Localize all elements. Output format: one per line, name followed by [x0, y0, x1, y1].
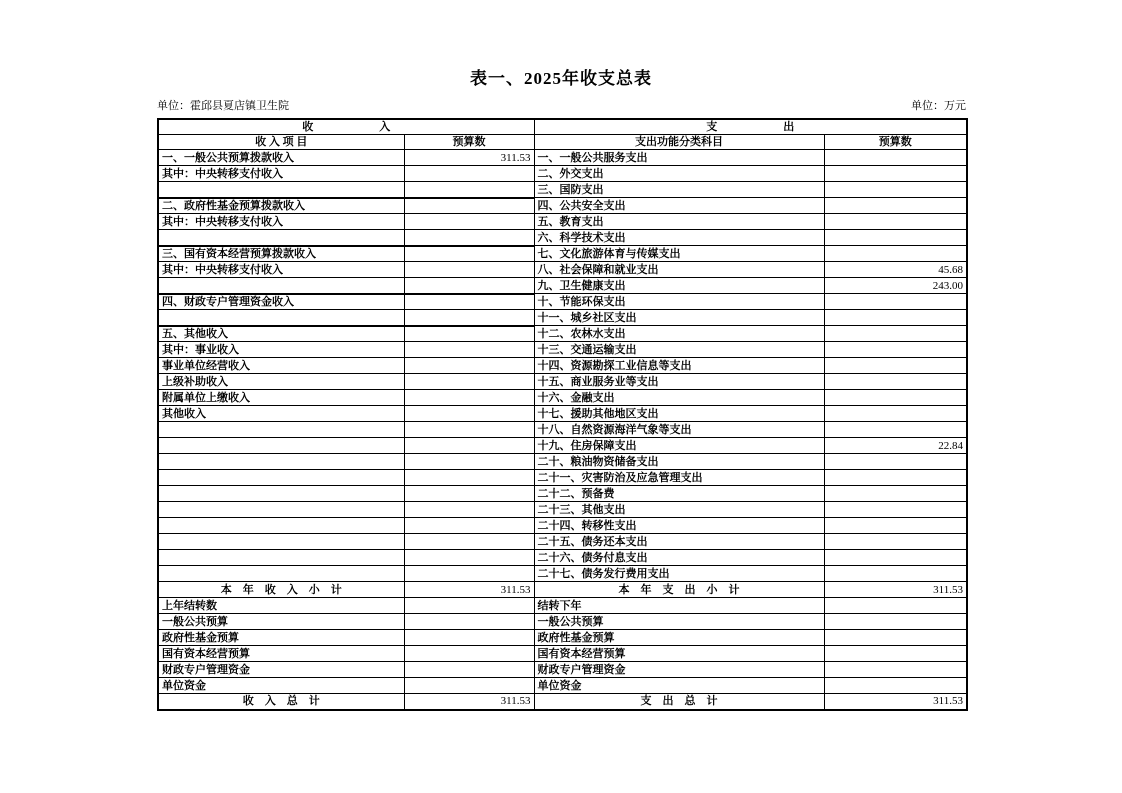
expense-value-cell [824, 342, 967, 358]
table-row [158, 214, 967, 230]
expense-item-cell: 财政专户管理资金 [534, 662, 824, 678]
income-value-cell: 311.53 [404, 582, 534, 598]
income-value-cell [404, 518, 534, 534]
page-title: 表一、2025年收支总表 [470, 69, 652, 88]
expense-value-cell [824, 678, 967, 694]
expense-value-cell: 243.00 [824, 278, 967, 294]
expense-item-cell: 支 出 总 计 [534, 694, 824, 710]
income-item-cell: 四、财政专户管理资金收入 [158, 294, 404, 310]
expense-item-cell: 二十一、灾害防治及应急管理支出 [534, 470, 824, 486]
income-value-cell [404, 166, 534, 182]
expense-value-cell [824, 358, 967, 374]
income-value-cell [404, 566, 534, 582]
income-value-cell [404, 374, 534, 390]
income-item-cell [158, 486, 404, 502]
table-body [158, 150, 967, 710]
income-item-cell [158, 438, 404, 454]
expense-item-cell: 十二、农林水支出 [534, 326, 824, 342]
expense-value-cell: 45.68 [824, 262, 967, 278]
income-item-cell: 其中：中央转移支付收入 [158, 214, 404, 230]
expense-item-cell: 十三、交通运输支出 [534, 342, 824, 358]
income-item-cell [158, 550, 404, 566]
expense-value-cell [824, 470, 967, 486]
income-item-cell [158, 422, 404, 438]
expense-value-cell: 22.84 [824, 438, 967, 454]
table-row [158, 246, 967, 262]
income-item-cell: 财政专户管理资金 [158, 662, 404, 678]
expense-value-cell [824, 230, 967, 246]
income-item-cell [158, 470, 404, 486]
summary-table [157, 118, 968, 711]
table-row [158, 566, 967, 582]
income-value-cell [404, 358, 534, 374]
income-value-cell [404, 630, 534, 646]
income-value-cell [404, 278, 534, 294]
income-section-header: 收 入 [158, 119, 534, 135]
meta-row [157, 97, 966, 113]
table-row [158, 198, 967, 214]
expense-value-cell [824, 630, 967, 646]
table-row [158, 262, 967, 278]
expense-value-cell [824, 326, 967, 342]
expense-value-cell: 311.53 [824, 582, 967, 598]
expense-item-cell: 一、一般公共服务支出 [534, 150, 824, 166]
expense-value-cell [824, 534, 967, 550]
expense-item-cell: 二十二、预备费 [534, 486, 824, 502]
income-item-cell: 附属单位上缴收入 [158, 390, 404, 406]
unit-name: 单位：霍邱县夏店镇卫生院 [157, 100, 289, 112]
income-item-cell [158, 566, 404, 582]
expense-item-cell: 十五、商业服务业等支出 [534, 374, 824, 390]
income-value-cell [404, 214, 534, 230]
table-row [158, 374, 967, 390]
expense-budget-header: 预算数 [824, 135, 967, 150]
income-item-cell: 事业单位经营收入 [158, 358, 404, 374]
table-row [158, 550, 967, 566]
expense-value-cell [824, 150, 967, 166]
income-item-cell: 其中：中央转移支付收入 [158, 262, 404, 278]
expense-value-cell [824, 518, 967, 534]
income-item-cell: 单位资金 [158, 678, 404, 694]
income-item-cell: 政府性基金预算 [158, 630, 404, 646]
table-row [158, 182, 967, 198]
expense-value-cell [824, 294, 967, 310]
income-value-cell [404, 198, 534, 214]
expense-item-cell: 二、外交支出 [534, 166, 824, 182]
income-value-cell [404, 550, 534, 566]
income-value-cell [404, 294, 534, 310]
expense-value-cell [824, 390, 967, 406]
expense-item-cell: 二十四、转移性支出 [534, 518, 824, 534]
income-value-cell [404, 230, 534, 246]
table-row [158, 390, 967, 406]
table-row [158, 438, 967, 454]
table-row [158, 614, 967, 630]
income-value-cell [404, 390, 534, 406]
expense-value-cell [824, 166, 967, 182]
table-row [158, 470, 967, 486]
table-row [158, 150, 967, 166]
expense-item-cell: 十七、援助其他地区支出 [534, 406, 824, 422]
income-item-cell: 其他收入 [158, 406, 404, 422]
expense-item-cell: 十九、住房保障支出 [534, 438, 824, 454]
expense-value-cell [824, 182, 967, 198]
income-budget-header: 预算数 [404, 135, 534, 150]
income-item-header: 收 入 项 目 [158, 135, 404, 150]
income-value-cell [404, 326, 534, 342]
income-value-cell [404, 534, 534, 550]
income-value-cell [404, 502, 534, 518]
expense-item-cell: 十四、资源勘探工业信息等支出 [534, 358, 824, 374]
expense-value-cell [824, 214, 967, 230]
expense-value-cell [824, 246, 967, 262]
income-value-cell [404, 182, 534, 198]
income-value-cell: 311.53 [404, 150, 534, 166]
table-row [158, 406, 967, 422]
expense-item-cell: 十一、城乡社区支出 [534, 310, 824, 326]
income-item-cell: 五、其他收入 [158, 326, 404, 342]
table-row [158, 326, 967, 342]
table-row [158, 678, 967, 694]
expense-value-cell [824, 502, 967, 518]
expense-value-cell [824, 566, 967, 582]
table-row [158, 534, 967, 550]
expense-item-cell: 二十三、其他支出 [534, 502, 824, 518]
income-item-cell: 本 年 收 入 小 计 [158, 582, 404, 598]
income-value-cell [404, 438, 534, 454]
expense-item-header: 支出功能分类科目 [534, 135, 824, 150]
table-row [158, 630, 967, 646]
income-item-cell [158, 454, 404, 470]
income-item-cell: 上年结转数 [158, 598, 404, 614]
expense-value-cell [824, 662, 967, 678]
table-row [158, 646, 967, 662]
expense-value-cell [824, 198, 967, 214]
income-value-cell [404, 614, 534, 630]
income-value-cell [404, 406, 534, 422]
expense-item-cell: 五、教育支出 [534, 214, 824, 230]
expense-value-cell [824, 550, 967, 566]
expense-item-cell: 十八、自然资源海洋气象等支出 [534, 422, 824, 438]
income-value-cell [404, 598, 534, 614]
unit-currency: 单位：万元 [911, 100, 966, 112]
income-item-cell: 一、一般公共预算拨款收入 [158, 150, 404, 166]
table-row [158, 310, 967, 326]
income-item-cell: 收 入 总 计 [158, 694, 404, 710]
expense-value-cell [824, 614, 967, 630]
expense-item-cell: 国有资本经营预算 [534, 646, 824, 662]
income-value-cell [404, 262, 534, 278]
expense-section-header: 支 出 [534, 119, 967, 135]
expense-item-cell: 四、公共安全支出 [534, 198, 824, 214]
expense-item-cell: 八、社会保障和就业支出 [534, 262, 824, 278]
income-value-cell [404, 422, 534, 438]
expense-value-cell [824, 486, 967, 502]
column-header-row [158, 135, 967, 150]
income-item-cell: 一般公共预算 [158, 614, 404, 630]
income-item-cell: 三、国有资本经营预算拨款收入 [158, 246, 404, 262]
table-row [158, 358, 967, 374]
income-value-cell [404, 246, 534, 262]
income-item-cell: 其中：事业收入 [158, 342, 404, 358]
income-item-cell [158, 230, 404, 246]
table-row [158, 502, 967, 518]
income-item-cell [158, 502, 404, 518]
expense-value-cell [824, 646, 967, 662]
table-row [158, 422, 967, 438]
expense-item-cell: 二十七、债务发行费用支出 [534, 566, 824, 582]
income-item-cell: 国有资本经营预算 [158, 646, 404, 662]
income-value-cell [404, 662, 534, 678]
income-item-cell: 二、政府性基金预算拨款收入 [158, 198, 404, 214]
income-item-cell [158, 310, 404, 326]
table-row [158, 518, 967, 534]
expense-item-cell: 政府性基金预算 [534, 630, 824, 646]
income-value-cell [404, 470, 534, 486]
income-item-cell [158, 278, 404, 294]
income-value-cell [404, 646, 534, 662]
expense-item-cell: 七、文化旅游体育与传媒支出 [534, 246, 824, 262]
table-row [158, 694, 967, 710]
expense-value-cell: 311.53 [824, 694, 967, 710]
expense-value-cell [824, 422, 967, 438]
expense-value-cell [824, 598, 967, 614]
expense-item-cell: 本 年 支 出 小 计 [534, 582, 824, 598]
income-item-cell: 其中：中央转移支付收入 [158, 166, 404, 182]
income-value-cell [404, 342, 534, 358]
income-value-cell [404, 454, 534, 470]
income-value-cell [404, 486, 534, 502]
expense-item-cell: 二十六、债务付息支出 [534, 550, 824, 566]
expense-item-cell: 十、节能环保支出 [534, 294, 824, 310]
table-row [158, 598, 967, 614]
table-row [158, 486, 967, 502]
income-value-cell [404, 678, 534, 694]
table-row [158, 454, 967, 470]
expense-value-cell [824, 374, 967, 390]
expense-item-cell: 二十五、债务还本支出 [534, 534, 824, 550]
expense-item-cell: 单位资金 [534, 678, 824, 694]
income-value-cell: 311.53 [404, 694, 534, 710]
expense-item-cell: 二十、粮油物资储备支出 [534, 454, 824, 470]
group-header-row [158, 119, 967, 135]
expense-item-cell: 三、国防支出 [534, 182, 824, 198]
table-row [158, 294, 967, 310]
expense-item-cell: 结转下年 [534, 598, 824, 614]
expense-item-cell: 六、科学技术支出 [534, 230, 824, 246]
table-row [158, 166, 967, 182]
expense-item-cell: 九、卫生健康支出 [534, 278, 824, 294]
income-item-cell [158, 518, 404, 534]
table-row [158, 662, 967, 678]
income-item-cell: 上级补助收入 [158, 374, 404, 390]
expense-value-cell [824, 406, 967, 422]
income-item-cell [158, 534, 404, 550]
expense-item-cell: 十六、金融支出 [534, 390, 824, 406]
table-row [158, 278, 967, 294]
income-value-cell [404, 310, 534, 326]
table-row [158, 342, 967, 358]
table-row [158, 230, 967, 246]
table-row [158, 582, 967, 598]
expense-value-cell [824, 310, 967, 326]
income-item-cell [158, 182, 404, 198]
expense-value-cell [824, 454, 967, 470]
expense-item-cell: 一般公共预算 [534, 614, 824, 630]
